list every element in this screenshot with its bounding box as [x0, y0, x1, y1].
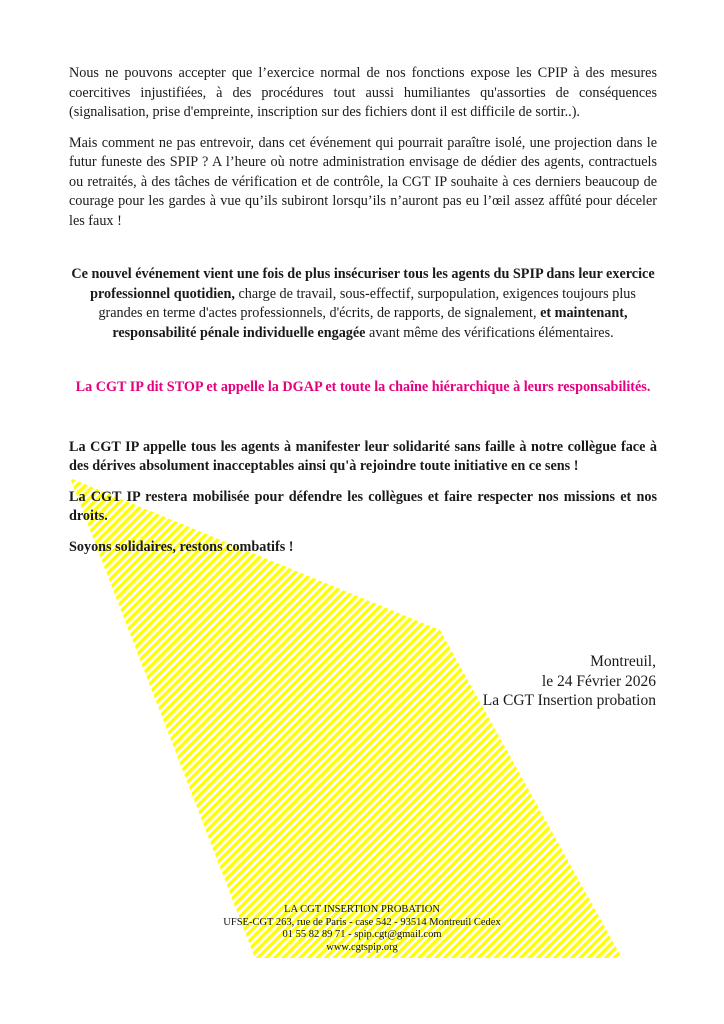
stop-statement: La CGT IP dit STOP et appelle la DGAP et toute la chaîne hiérarchique à leurs responsabilités.: [75, 379, 651, 395]
footer-org-name: LA CGT INSERTION PROBATION: [284, 904, 440, 915]
footer-website: www.cgtspip.org: [326, 941, 398, 953]
paragraph-measures: Nous ne pouvons accepter que l’exercice normal de nos fonctions expose les CPIP à des mesures coercitives injustifiées, à des procédures tout aussi humiliantes qu'assorties de conséquences (signalisation, prise d'empreinte, inscription sur des fichiers dont il est difficile de sortir..).: [69, 65, 657, 120]
letter-body: [69, 64, 657, 568]
paragraph-projection: Mais comment ne pas entrevoir, dans cet événement qui pourrait paraître isolé, une projection dans le futur funeste des SPIP ? A l’heure où notre administration envisage de dédier des agents, contractuels ou retraités, à des tâches de vérification et de contrôle, la CGT IP souhaite à ces derniers beaucoup de courage pour les gardes à vue qu’ils subiront lorsqu’ils n’auront pas eu l’œil assez affûté pour déceler les faux !: [69, 134, 657, 229]
footer-phone-email: 01 55 82 89 71 - spip.cgt@gmail.com: [282, 929, 442, 940]
signature-place: Montreuil,: [590, 653, 656, 670]
signature-date: le 24 Février 2026: [541, 672, 656, 690]
footer-contact: [0, 904, 724, 954]
appeal-slogan: Soyons solidaires, restons combatifs !: [69, 538, 294, 555]
signature-block: [483, 652, 656, 711]
callout-normal-2: avant même des vérifications élémentaires.: [365, 324, 614, 341]
appeal-solidarity: La CGT IP appelle tous les agents à manifester leur solidarité sans faille à notre collègue face à des dérives absolument inacceptables ainsi qu'à rejoindre toute initiative en ce sens !: [69, 438, 657, 474]
callout-normal-1: charge de travail, sous-effectif, surpopulation, exigences toujours plus grandes en terme d'actes professionnels, d'écrits, de rapports, de signalement,: [98, 285, 636, 321]
appeal-mobilized: La CGT IP restera mobilisée pour défendre les collègues et faire respecter nos missions et nos droits.: [69, 488, 657, 524]
footer-address: UFSE-CGT 263, rue de Paris - case 542 - 93514 Montreuil Cedex: [223, 916, 501, 928]
callout-bold-2: et maintenant, responsabilité pénale individuelle engagée: [112, 305, 628, 341]
callout-paragraph: [69, 265, 657, 343]
callout-bold-1: Ce nouvel événement vient une fois de plus insécuriser tous les agents du SPIP dans leur exercice professionnel quotidien,: [71, 266, 655, 302]
signature-org: La CGT Insertion probation: [482, 692, 656, 709]
